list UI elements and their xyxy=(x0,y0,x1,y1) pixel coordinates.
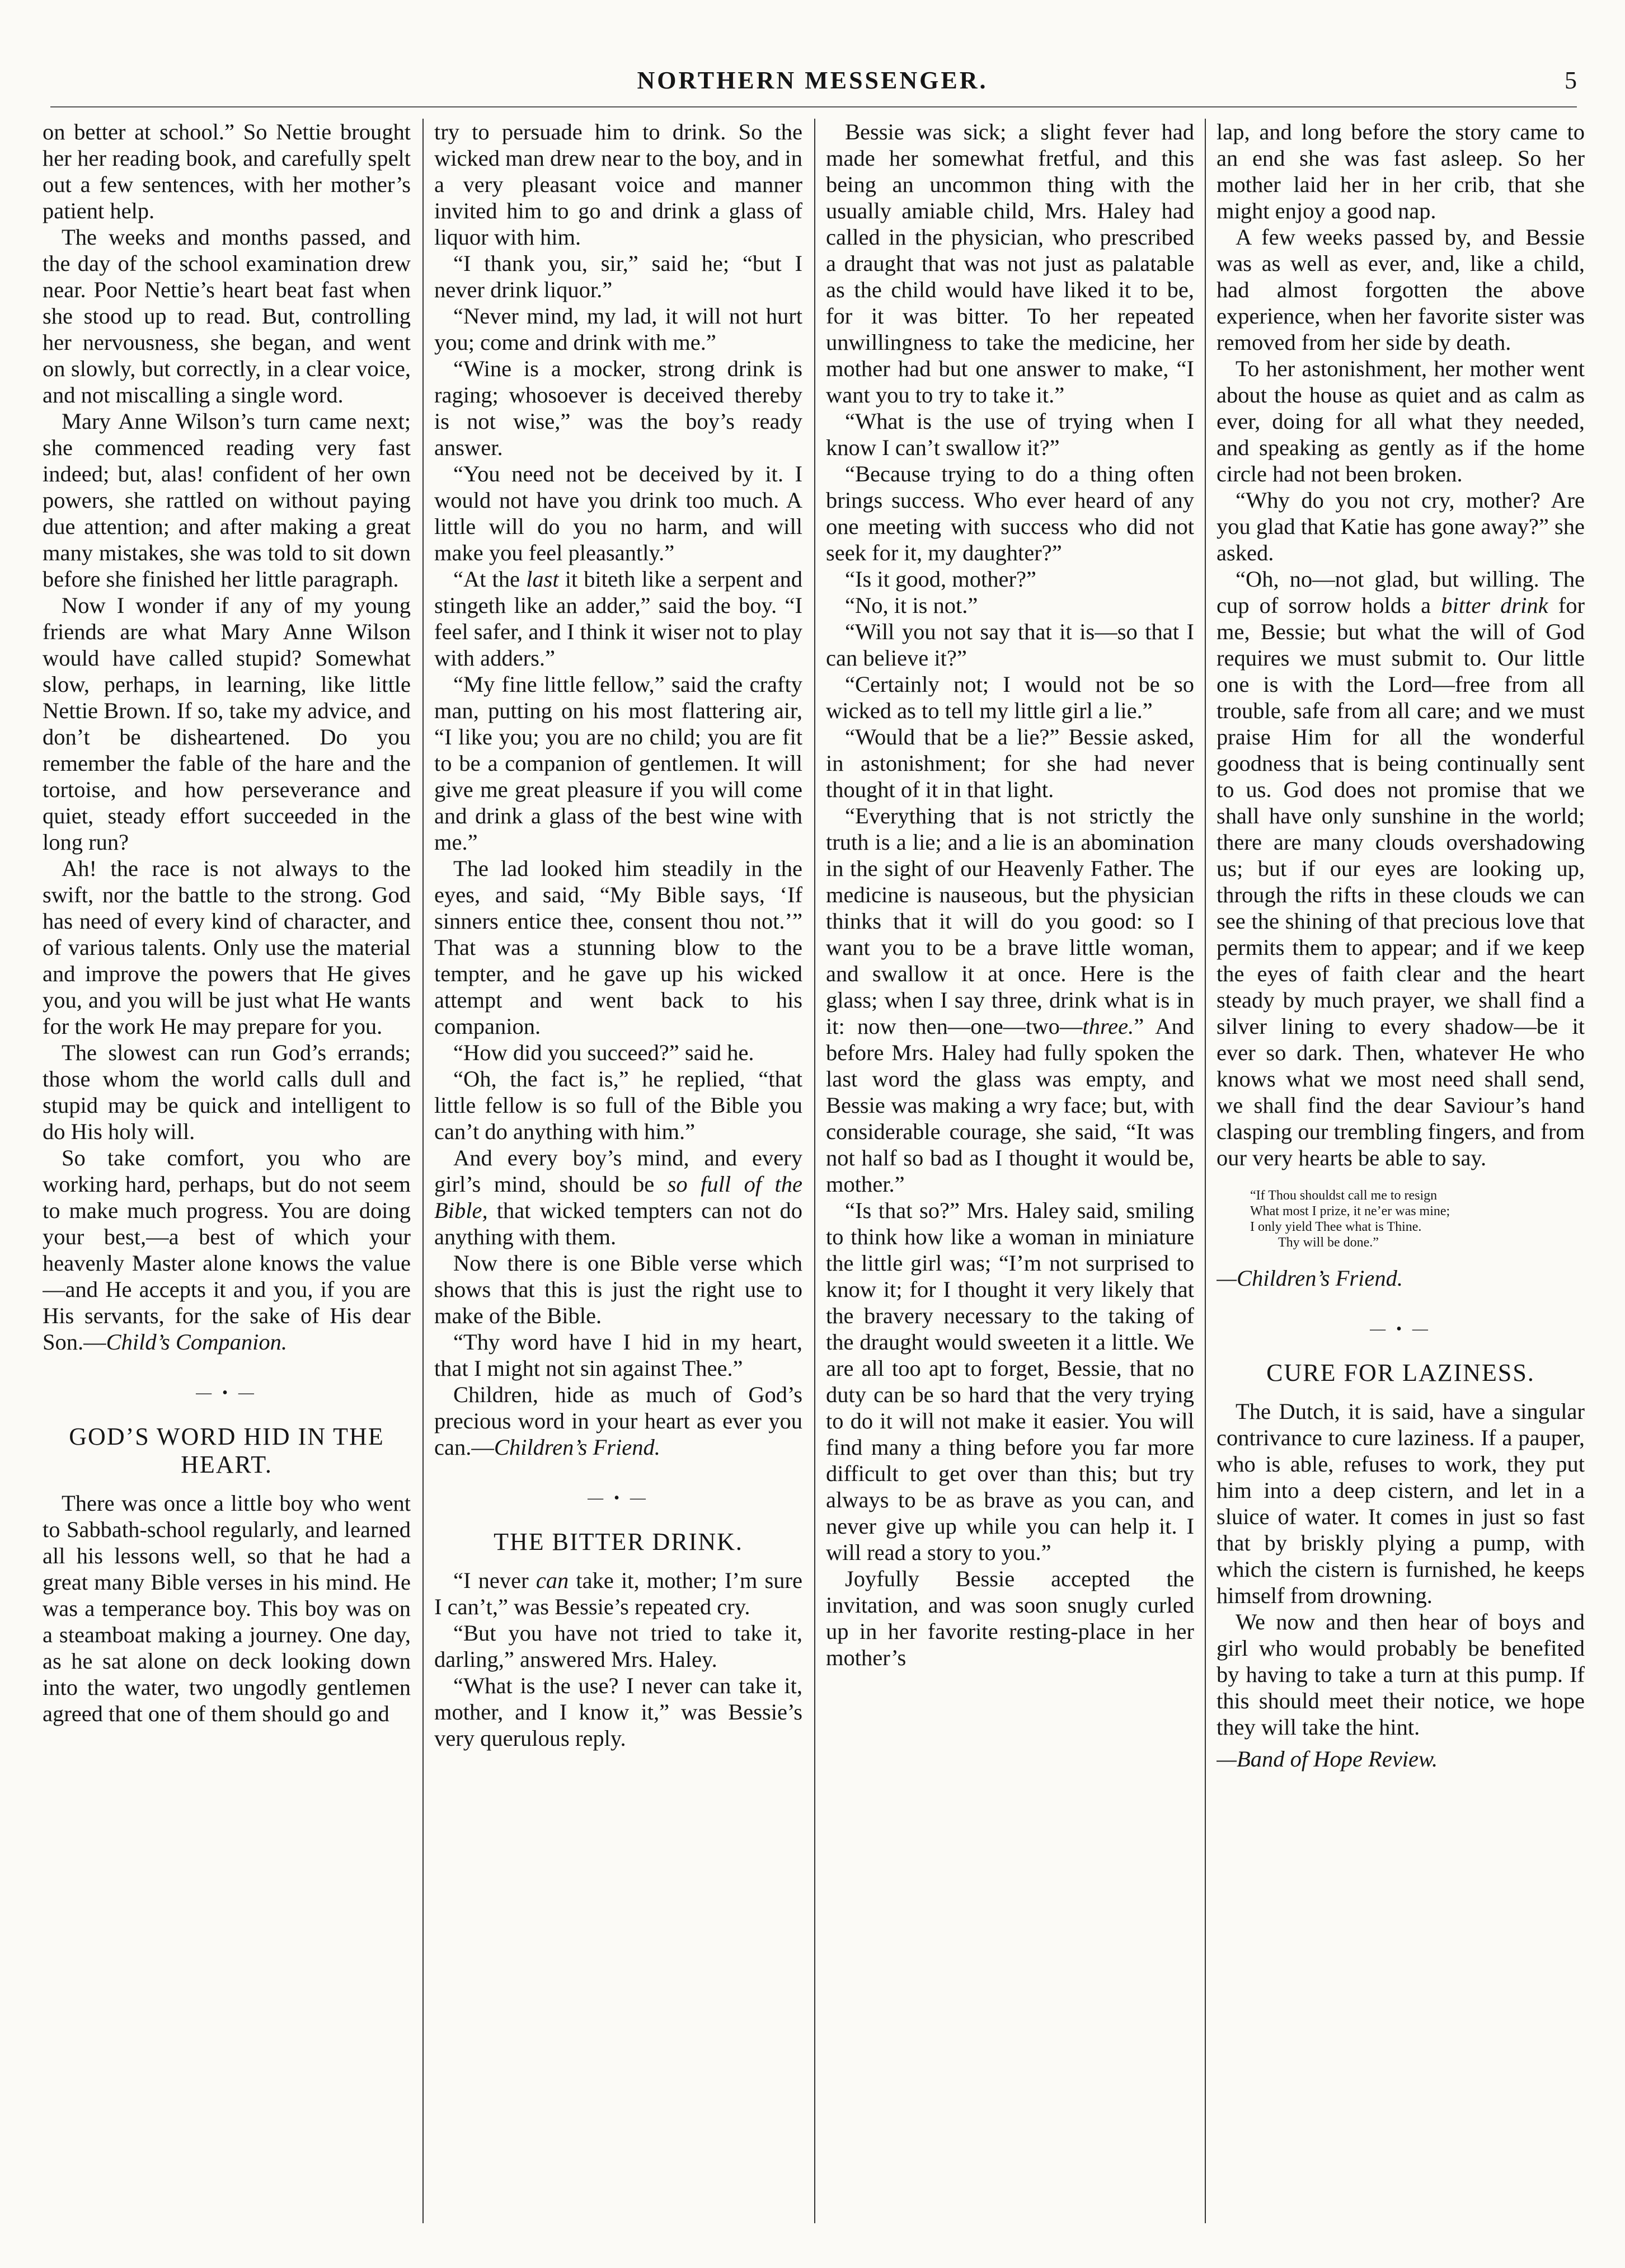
poem-line: “If Thou shouldst call me to resign xyxy=(1250,1188,1438,1203)
section-separator: — • — xyxy=(588,1489,649,1507)
paragraph: The lad looked him steadily in the eyes, and said, “My Bible says, ‘If sinners entice thee, consent thou not.’” That was a stunning blow to the tempter, and he gave up his wicked attempt and went back to his companion. xyxy=(434,856,802,1039)
paragraph: Now I wonder if any of my young friends are what Mary Anne Wilson would have called stupid? Somewhat slow, perhaps, in learning, like little Nettie Brown. If so, take my advice, and don’t be disheartened. Do you remember the fable of the hare and the tortoise, and how perseverance and quiet, steady effort succeeded in the long run? xyxy=(43,593,411,855)
header-rule xyxy=(50,106,1577,107)
poem-quote xyxy=(1250,1188,1585,1250)
paragraph xyxy=(434,566,802,671)
paragraph-text: So take comfort, you who are working hard, perhaps, but do not seem to make much progress. You are doing your best,—a best of which your heavenly Master alone knows the value—and He accepts it and you, if you are His servants, for the sake of His dear Son.— xyxy=(43,1145,411,1355)
paragraph: “How did you succeed?” said he. xyxy=(453,1040,754,1065)
poem-line: I only yield Thee what is Thine. xyxy=(1250,1220,1422,1234)
column-divider xyxy=(1205,119,1206,2223)
article-heading: GOD’S WORD HID IN THE HEART. xyxy=(69,1423,384,1478)
article-columns xyxy=(43,119,1585,2223)
poem-line: Thy will be done.” xyxy=(1278,1235,1379,1250)
paragraph-text: ” And before Mrs. Haley had fully spoken the last word the glass was empty, and Bessie was making a wry face; but, with considerable courage, she said, “It was not half so bad as I thought it would be, mother.” xyxy=(826,1014,1194,1197)
paragraph xyxy=(434,1567,802,1620)
paragraph xyxy=(43,1145,411,1355)
paragraph: Mary Anne Wilson’s turn came next; she commenced reading very fast indeed; but, alas! confident of her own powers, she rattled on without paying due attention; and after making a great many mistakes, she was told to sit down before she finished her little paragraph. xyxy=(43,409,411,592)
emphasis: can xyxy=(536,1568,569,1593)
paragraph: The slowest can run God’s errands; those whom the world calls dull and stupid may be quick and intelligent to do His holy will. xyxy=(43,1040,411,1144)
paragraph: “But you have not tried to take it, darling,” answered Mrs. Haley. xyxy=(434,1620,802,1672)
paragraph: “Oh, the fact is,” he replied, “that little fellow is so full of the Bible you can’t do anything with him.” xyxy=(434,1066,802,1144)
article-heading: CURE FOR LAZINESS. xyxy=(1266,1359,1535,1386)
paragraph-text: “Everything that is not strictly the truth is a lie; and a lie is an abomination in the sight of our Heavenly Father. The medicine is nauseous, but the physician thinks that it will do you good: so I want you to be a brave little woman, and swallow it at once. Here is the glass; when I say three, drink what is in it: now then—one—two— xyxy=(826,803,1194,1039)
source-credit: Child’s Companion. xyxy=(106,1329,287,1355)
paragraph: Bessie was sick; a slight fever had made her somewhat fretful, and this being an uncommon thing with the usually amiable child, Mrs. Haley had called in the physician, who prescribed a draught that was not just as palatable as the child would have liked it to be, for it was bitter. To her repeated unwillingness to take the medicine, her mother had but one answer to make, “I want you to try to take it.” xyxy=(826,119,1194,407)
paragraph: We now and then hear of boys and girl who would probably be benefited by having to take a turn at this pump. If this should meet their notice, we hope they will take the hint. xyxy=(1217,1609,1585,1740)
column-1 xyxy=(43,119,411,2223)
paragraph: “Is that so?” Mrs. Haley said, smiling to think how like a woman in miniature the little girl was; “I’m not surprised to know it; for I thought it very likely that the bravery necessary to the taking of the draught would sweeten it a little. We are all too apt to forget, Bessie, that no duty can be so hard that the very trying to do it will not make it easier. You will find many a thing before you far more difficult to get over than this; but try always to be as brave as you can, and never give up while you can help it. I will read a story to you.” xyxy=(826,1198,1194,1565)
paragraph-text: Children, hide as much of God’s precious word in your heart as ever you can.— xyxy=(434,1382,802,1460)
masthead-title: NORTHERN MESSENGER. xyxy=(637,67,988,94)
column-3 xyxy=(826,119,1194,2223)
paragraph: “What is the use of trying when I know I can’t swallow it?” xyxy=(826,409,1194,460)
page-header xyxy=(0,66,1625,111)
paragraph-text: “Oh, no—not glad, but willing. The cup of sorrow holds a xyxy=(1217,566,1585,618)
paragraph: “Will you not say that it is—so that I can believe it?” xyxy=(826,619,1194,671)
paragraph-text: that wicked tempters can not do anything with them. xyxy=(434,1198,802,1249)
paragraph: lap, and long before the story came to an end she was fast asleep. So her mother laid her in her crib, that she might enjoy a good nap. xyxy=(1217,119,1585,223)
paragraph: The Dutch, it is said, have a singular contrivance to cure laziness. If a pauper, who is able, refuses to work, they put him into a deep cistern, and let in a sluice of water. It comes in just so fast that by briskly plying a pump, with which the cistern is furnished, he keeps himself from drowning. xyxy=(1217,1399,1585,1608)
paragraph: try to persuade him to drink. So the wicked man drew near to the boy, and in a very pleasant voice and manner invited him to go and drink a glass of liquor with him. xyxy=(434,119,802,250)
column-4 xyxy=(1217,119,1585,2223)
section-separator: — • — xyxy=(1370,1320,1431,1338)
page-number: 5 xyxy=(1565,67,1577,94)
poem-line: What most I prize, it ne’er was mine; xyxy=(1250,1204,1450,1219)
paragraph-text: “I never xyxy=(453,1568,536,1593)
column-divider xyxy=(422,119,424,2223)
paragraph: “Certainly not; I would not be so wicked as to tell my little girl a lie.” xyxy=(826,672,1194,723)
emphasis: so full of the Bible, xyxy=(434,1172,802,1223)
paragraph xyxy=(434,1145,802,1250)
paragraph: “You need not be deceived by it. I would not have you drink too much. A little will do you no harm, and will make you feel pleasantly.” xyxy=(434,461,802,565)
paragraph: Ah! the race is not always to the swift, nor the battle to the strong. God has need of every kind of character, and of various talents. Only use the material and improve the powers that He gives you, and you will be just what He wants for the work He may prepare for you. xyxy=(43,856,411,1039)
paragraph: A few weeks passed by, and Bessie was as well as ever, and, like a child, had almost forgotten the above experience, when her favorite sister was removed from her side by death. xyxy=(1217,224,1585,355)
paragraph: “What is the use? I never can take it, mother, and I know it,” was Bessie’s very querulous reply. xyxy=(434,1673,802,1751)
emphasis: last xyxy=(526,566,559,592)
paragraph: “My fine little fellow,” said the crafty man, putting on his most flattering air, “I like you; you are no child; you are fit to be a companion of gentlemen. It will give me great pleasure if you will come and drink a glass of the best wine with me.” xyxy=(434,672,802,855)
paragraph xyxy=(434,1381,802,1460)
emphasis: bitter drink xyxy=(1441,593,1548,618)
paragraph-text: And every boy’s mind, and every girl’s mind, should be xyxy=(434,1145,802,1197)
paragraph: “Wine is a mocker, strong drink is raging; whosoever is deceived thereby is not wise,” was the boy’s ready answer. xyxy=(434,356,802,460)
paragraph: “Never mind, my lad, it will not hurt you; come and drink with me.” xyxy=(434,303,802,355)
emphasis: three. xyxy=(1082,1014,1134,1039)
paragraph: Joyfully Bessie accepted the invitation, and was soon snugly curled up in her favorite resting-place in her mother’s xyxy=(826,1566,1194,1670)
paragraph: There was once a little boy who went to Sabbath-school regularly, and learned all his lessons well, so that he had a great many Bible verses in his mind. He was a temperance boy. This boy was on a steamboat making a journey. One day, as he sat alone on deck looking down into the water, two ungodly gentlemen agreed that one of them should go and xyxy=(43,1491,411,1726)
paragraph xyxy=(1217,566,1585,1171)
source-credit: —Children’s Friend. xyxy=(1217,1266,1403,1291)
paragraph: “Thy word have I hid in my heart, that I might not sin against Thee.” xyxy=(434,1329,802,1381)
source-credit: —Band of Hope Review. xyxy=(1217,1746,1438,1772)
column-divider xyxy=(814,119,815,2223)
paragraph: “Because trying to do a thing often brings success. Who ever heard of any one meeting with success who did not seek for it, my daughter?” xyxy=(826,461,1194,565)
source-credit: Children’s Friend. xyxy=(494,1435,660,1460)
paragraph-text: “At the xyxy=(453,566,527,592)
paragraph: on better at school.” So Nettie brought her her reading book, and carefully spelt out a few sentences, with her mother’s patient help. xyxy=(43,119,411,223)
article-heading: THE BITTER DRINK. xyxy=(494,1528,743,1555)
paragraph-text: for me, Bessie; but what the will of God requires we must submit to. Our little one is with the Lord—free from all trouble, safe from all care; and we must praise Him for all the wonderful goodness that is being continually sent to us. God does not promise that we shall have only sunshine in the world; there are many clouds overshadowing us; but if our eyes are looking up, through the rifts in these clouds we can see the shining of that precious love that permits them to appear; and if we keep the eyes of faith clear and the heart steady by much prayer, we shall find a silver lining to every shadow—be it ever so dark. Then, whatever He who knows what we most need shall send, we shall find the dear Saviour’s hand clasping our trembling fingers, and from our very hearts be able to say. xyxy=(1217,593,1585,1170)
paragraph: Now there is one Bible verse which shows that this is just the right use to make of the Bible. xyxy=(434,1250,802,1328)
paragraph-text: take it, mother; I’m sure I can’t,” was Bessie’s repeated cry. xyxy=(434,1568,802,1619)
paragraph: “Why do you not cry, mother? Are you glad that Katie has gone away?” she asked. xyxy=(1217,488,1585,565)
section-separator: — • — xyxy=(196,1384,257,1402)
paragraph-text: it biteth like a serpent and stingeth like an adder,” said the boy. “I feel safer, and I think it wiser not to play with adders.” xyxy=(434,566,802,671)
paragraph: “Would that be a lie?” Bessie asked, in astonishment; for she had never thought of it in that light. xyxy=(826,724,1194,802)
paragraph: “I thank you, sir,” said he; “but I never drink liquor.” xyxy=(434,251,802,302)
paragraph: “No, it is not.” xyxy=(845,593,978,618)
paragraph: The weeks and months passed, and the day of the school examination drew near. Poor Nettie’s heart beat fast when she stood up to read. But, controlling her nervousness, she began, and went on slowly, but correctly, in a clear voice, and not miscalling a single word. xyxy=(43,224,411,407)
paragraph: “Is it good, mother?” xyxy=(845,566,1036,592)
paragraph xyxy=(826,803,1194,1197)
column-2 xyxy=(434,119,802,2223)
paragraph: To her astonishment, her mother went about the house as quiet and as calm as ever, doing for all what they needed, and speaking as gently as if the home circle had not been broken. xyxy=(1217,356,1585,486)
